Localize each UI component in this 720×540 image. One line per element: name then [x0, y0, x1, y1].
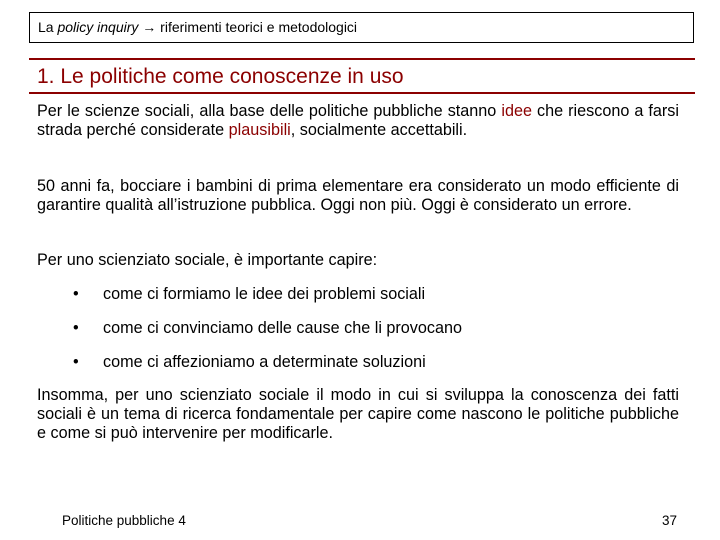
para1-middle: che riescono a farsi strada perché considerate	[37, 102, 679, 139]
paragraph-example: 50 anni fa, bocciare i bambini di prima elementare era considerato un modo efficiente di garantire qualità all’istruzione pubblica. Oggi non più. Oggi è considerato un errore.	[37, 177, 679, 214]
slide-header	[29, 12, 694, 43]
list-item-text: come ci formiamo le idee dei problemi sociali	[103, 285, 426, 303]
footer-course-title: Politiche pubbliche 4	[62, 513, 186, 528]
paragraph-conclusion: Insomma, per uno scienziato sociale il modo in cui si sviluppa la conoscenza dei fatti sociali è un tema di ricerca fondamentale per capire come nascono le politiche pubbliche e come si può intervenire per modificarle.	[37, 386, 679, 442]
para1-before: Per le scienze sociali, alla base delle politiche pubbliche stanno	[37, 102, 502, 120]
list-item	[73, 319, 462, 338]
list-item-text: come ci convinciamo delle cause che li provocano	[103, 319, 463, 337]
highlight-idee: idee	[501, 102, 532, 120]
page-number: 37	[661, 513, 677, 528]
title-bottom-divider	[29, 92, 695, 94]
paragraph-intro-list: Per uno scienziato sociale, è importante capire:	[37, 251, 378, 269]
bullet-icon: •	[73, 285, 79, 303]
arrow-icon: →	[142, 19, 157, 35]
bullet-icon: •	[73, 353, 79, 371]
page-title: 1. Le politiche come conoscenze in uso	[37, 65, 404, 88]
highlight-plausibili: plausibili	[228, 121, 291, 139]
paragraph-ideas	[37, 102, 679, 140]
list-item-text: come ci affezioniamo a determinate soluzioni	[103, 353, 426, 371]
header-italic: policy inquiry	[57, 19, 139, 35]
header-suffix: riferimenti teorici e metodologici	[156, 19, 358, 35]
para1-after: , socialmente accettabili.	[290, 121, 468, 139]
list-item	[73, 285, 425, 304]
list-item	[73, 353, 426, 372]
bullet-icon: •	[73, 319, 79, 337]
header-prefix: La	[38, 19, 58, 35]
title-top-divider	[29, 58, 695, 60]
